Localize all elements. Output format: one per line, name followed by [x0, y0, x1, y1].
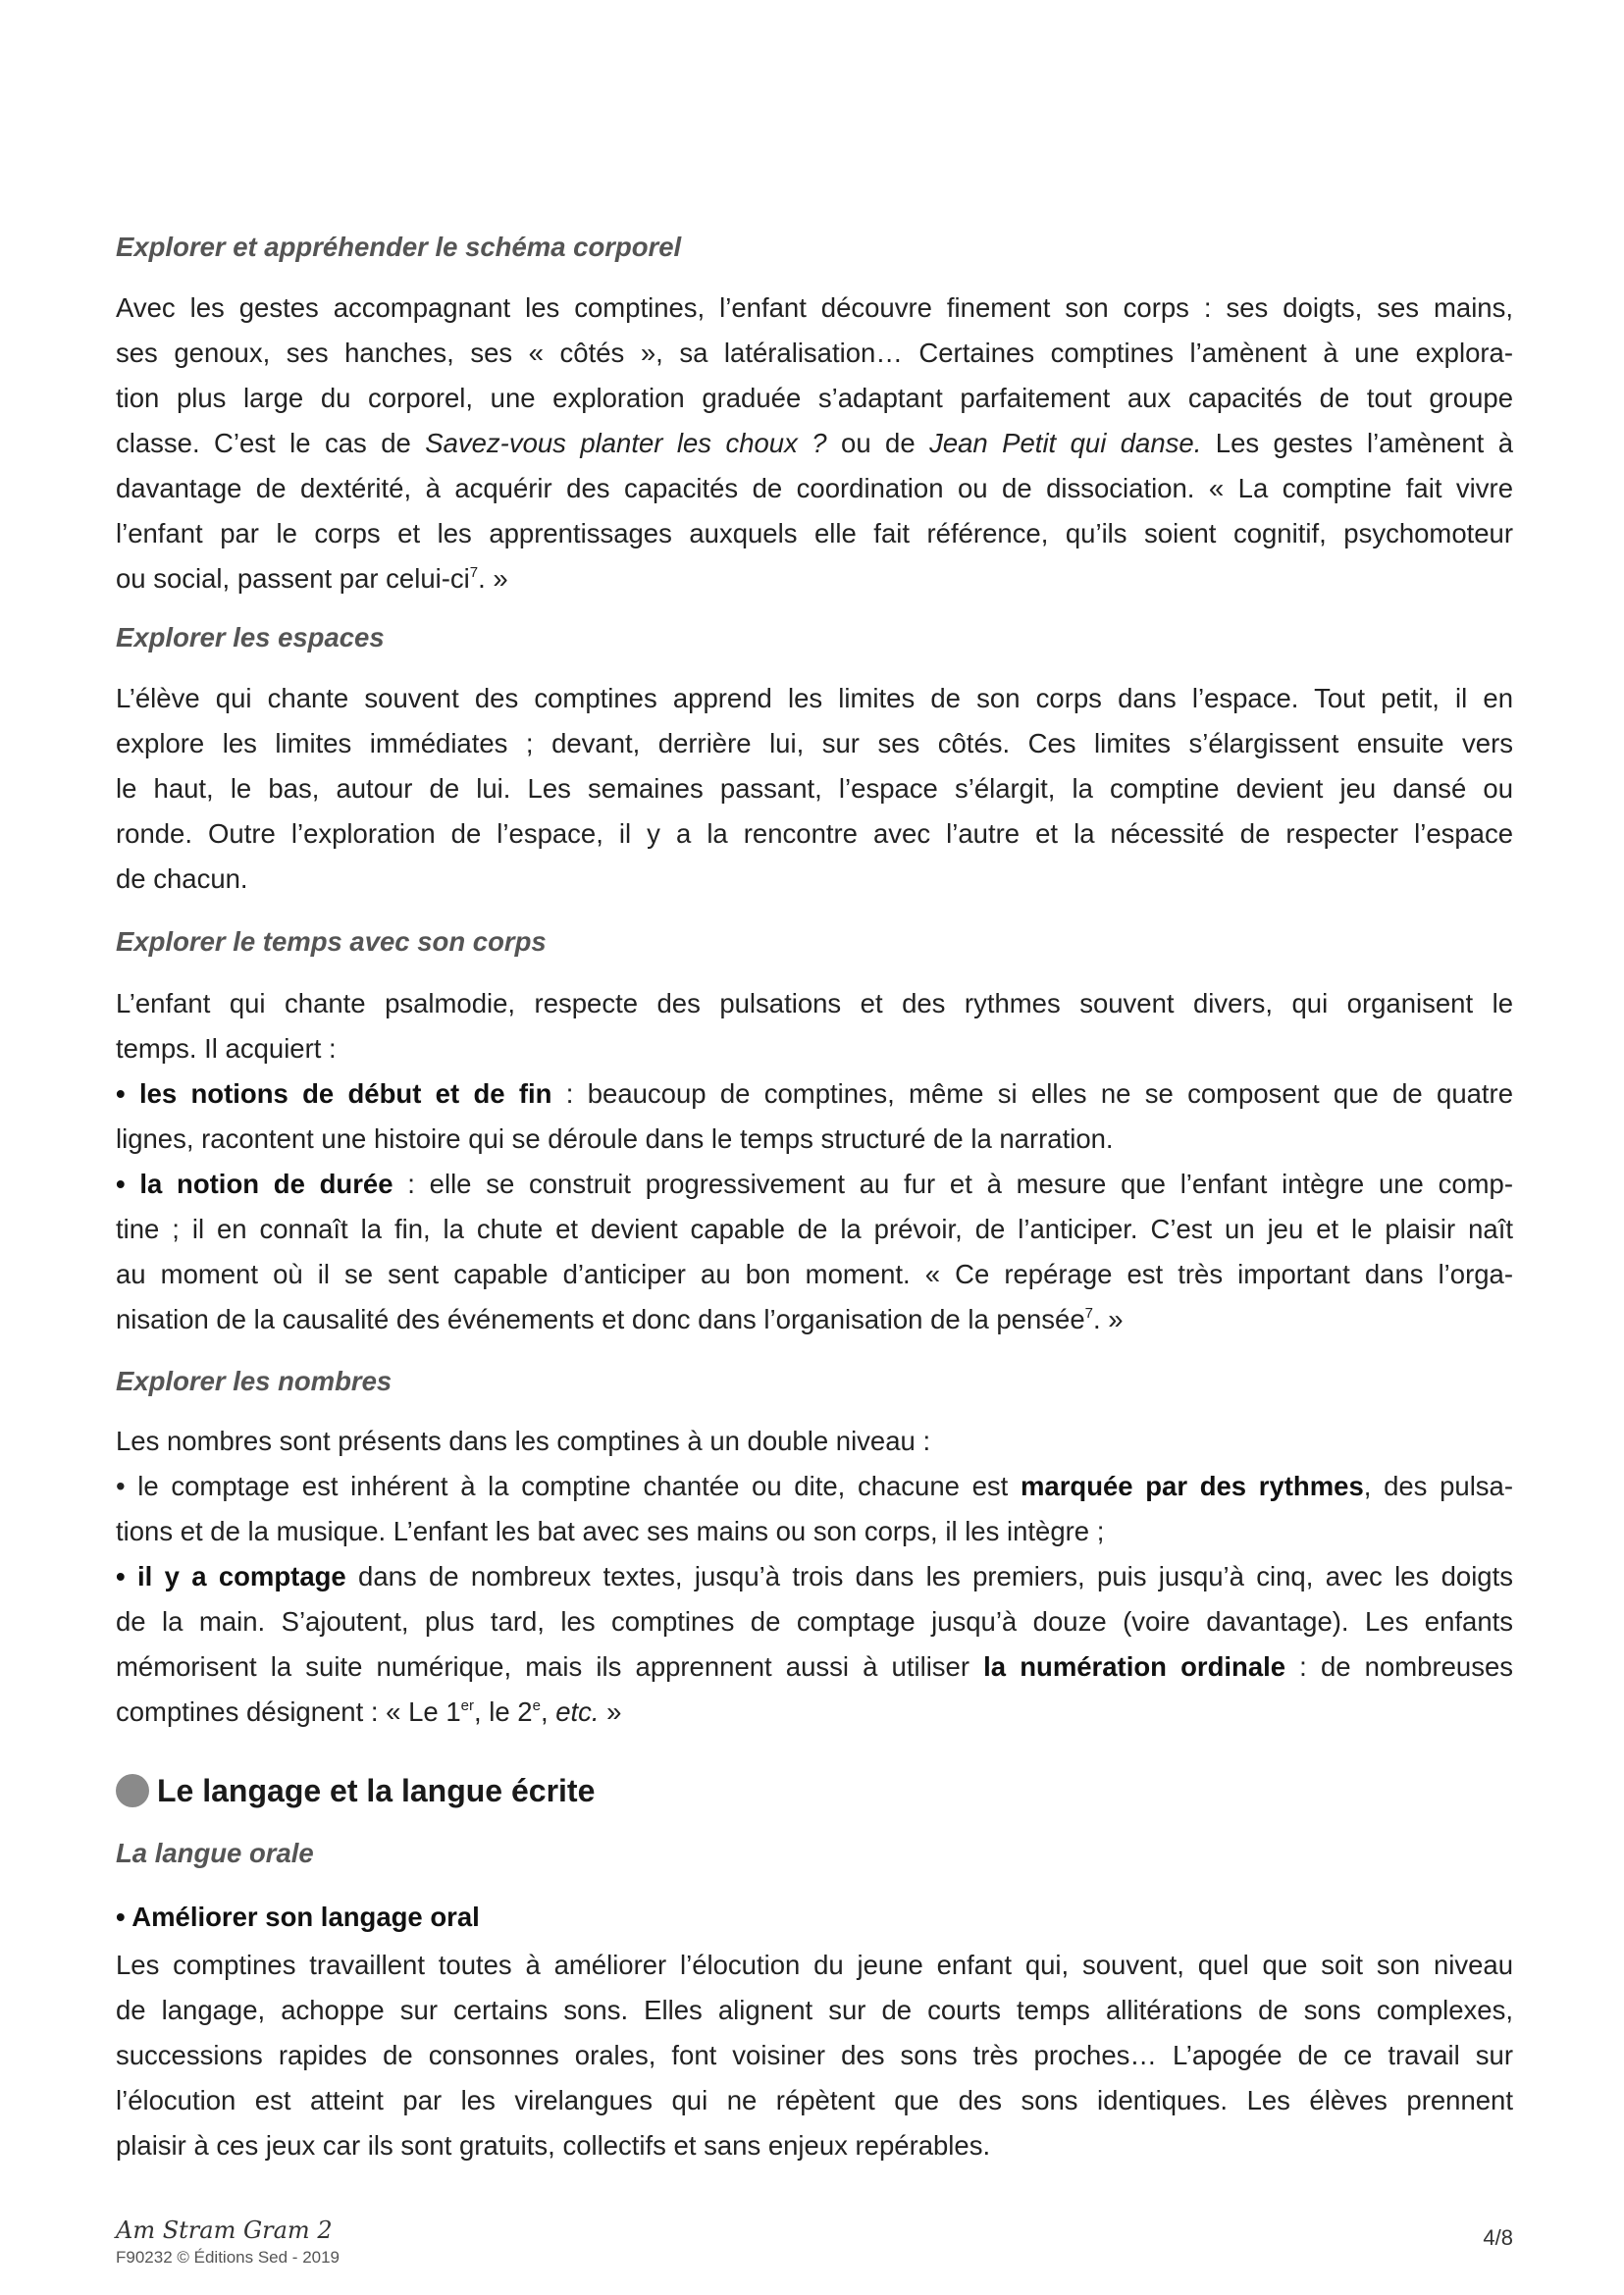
text-line: de la main. S’ajoutent, plus tard, les comptines de comptage jusqu’à douze (voire davantage). Les enfants: [116, 1606, 1513, 1637]
bullet-line: • la notion de durée : elle se construit progressivement au fur et à mesure que l’enfant intègre une comp-: [116, 1169, 1513, 1199]
text-line: le haut, le bas, autour de lui. Les semaines passant, l’espace s’élargit, la comptine devient jeu dansé ou: [116, 773, 1513, 804]
text-line: Les nombres sont présents dans les comptines à un double niveau :: [116, 1426, 931, 1456]
text-line: successions rapides de consonnes orales, font voisiner des sons très proches… L’apogée de ce travail sur: [116, 2040, 1513, 2070]
subheading-schema-corporel: Explorer et appréhender le schéma corporel: [116, 232, 682, 262]
text-line: L’élève qui chante souvent des comptines apprend les limites de son corps dans l’espace. Tout petit, il en: [116, 683, 1513, 713]
text-line: tine ; il en connaît la fin, la chute et devient capable de la prévoir, de l’anticiper. C’est un jeu et le plaisir naît: [116, 1214, 1513, 1244]
text-line: au moment où il se sent capable d’anticiper au bon moment. « Ce repérage est très important dans l’orga-: [116, 1259, 1513, 1289]
paragraph-schema-corporel: [116, 286, 1513, 601]
text-line: tion plus large du corporel, une exploration graduée s’adaptant parfaitement aux capacités de tout groupe: [116, 383, 1513, 413]
text-line: temps. Il acquiert :: [116, 1033, 337, 1064]
subheading-nombres: Explorer les nombres: [116, 1366, 393, 1396]
subheading-espaces: Explorer les espaces: [116, 622, 385, 652]
footer-title: Am Stram Gram 2: [116, 2217, 333, 2244]
text-line: nisation de la causalité des événements et donc dans l’organisation de la pensée$^7$. »: [116, 1304, 1124, 1334]
text-line: tions et de la musique. L’enfant les bat avec ses mains ou son corps, il les intègre ;: [116, 1516, 1105, 1546]
paragraph-nombres: [116, 1419, 1513, 1735]
subheading-langue-orale: La langue orale: [116, 1838, 314, 1868]
text-line: Les comptines travaillent toutes à améliorer l’élocution du jeune enfant qui, souvent, quel que soit son niveau: [116, 1950, 1513, 1980]
footnote-ref: 7: [1084, 1305, 1093, 1322]
page-number: 4/8: [1483, 2225, 1513, 2250]
paragraph-espaces: [116, 676, 1513, 902]
text-line: de langage, achoppe sur certains sons. Elles alignent sur de courts temps allitérations de sons complexes,: [116, 1995, 1513, 2025]
section-title: [116, 1769, 595, 1812]
document-page: [116, 0, 1513, 2295]
text-line: Avec les gestes accompagnant les comptines, l’enfant découvre finement son corps : ses doigts, ses mains,: [116, 292, 1513, 323]
text-line: davantage de dextérité, à acquérir des capacités de coordination ou de dissociation. « La comptine fait vivre: [116, 473, 1513, 503]
text-line: l’enfant par le corps et les apprentissages auxquels elle fait référence, qu’ils soient cognitif, psychomoteur: [116, 518, 1513, 548]
paragraph-langage-oral: [116, 1943, 1513, 2168]
text-line: mémorisent la suite numérique, mais ils apprennent aussi à utiliser la numération ordinale : de nombreuses: [116, 1651, 1513, 1682]
text-line: lignes, racontent une histoire qui se déroule dans le temps structuré de la narration.: [116, 1123, 1114, 1154]
text-line: classe. C’est le cas de Savez-vous planter les choux ? ou de Jean Petit qui danse. Les gestes l’amènent à: [116, 428, 1513, 458]
text-line: ses genoux, ses hanches, ses « côtés », sa latéralisation… Certaines comptines l’amènent à une explora-: [116, 338, 1513, 368]
text-line: comptines désignent : « Le 1er, le 2e, etc. »: [116, 1696, 622, 1727]
text-line: ronde. Outre l’exploration de l’espace, il y a la rencontre avec l’autre et la nécessité de respecter l’espace: [116, 818, 1513, 849]
bullet-line: • les notions de début et de fin : beaucoup de comptines, même si elles ne se composent que de quatre: [116, 1078, 1513, 1109]
bullet-heading-langage-oral: • Améliorer son langage oral: [116, 1902, 480, 1932]
text-line: plaisir à ces jeux car ils sont gratuits, collectifs et sans enjeux repérables.: [116, 2130, 991, 2161]
footer-copyright: F90232 © Éditions Sed - 2019: [116, 2248, 341, 2267]
text-line: explore les limites immédiates ; devant, derrière lui, sur ses côtés. Ces limites s’élargissent ensuite vers: [116, 728, 1513, 758]
text-line: L’enfant qui chante psalmodie, respecte des pulsations et des rythmes souvent divers, qui organisent le: [116, 988, 1513, 1018]
bullet-line: • il y a comptage dans de nombreux textes, jusqu’à trois dans les premiers, puis jusqu’à cinq, avec les doigts: [116, 1561, 1513, 1591]
text-line: ou social, passent par celui-$ci^7$. »: [116, 563, 508, 594]
text-line: de chacun.: [116, 863, 248, 894]
paragraph-temps: [116, 981, 1513, 1342]
footnote-ref: 7: [469, 564, 479, 581]
bullet-circle-icon: [116, 1774, 149, 1807]
text-line: l’élocution est atteint par les virelangues qui ne répètent que des sons identiques. Les élèves prennent: [116, 2085, 1513, 2115]
section-title-text: Le langage et la langue écrite: [157, 1772, 596, 1808]
subheading-temps: Explorer le temps avec son corps: [116, 926, 547, 957]
bullet-line: • le comptage est inhérent à la comptine chantée ou dite, chacune est marquée par des rythmes, des pulsa-: [116, 1471, 1513, 1501]
footer: [116, 2216, 340, 2270]
